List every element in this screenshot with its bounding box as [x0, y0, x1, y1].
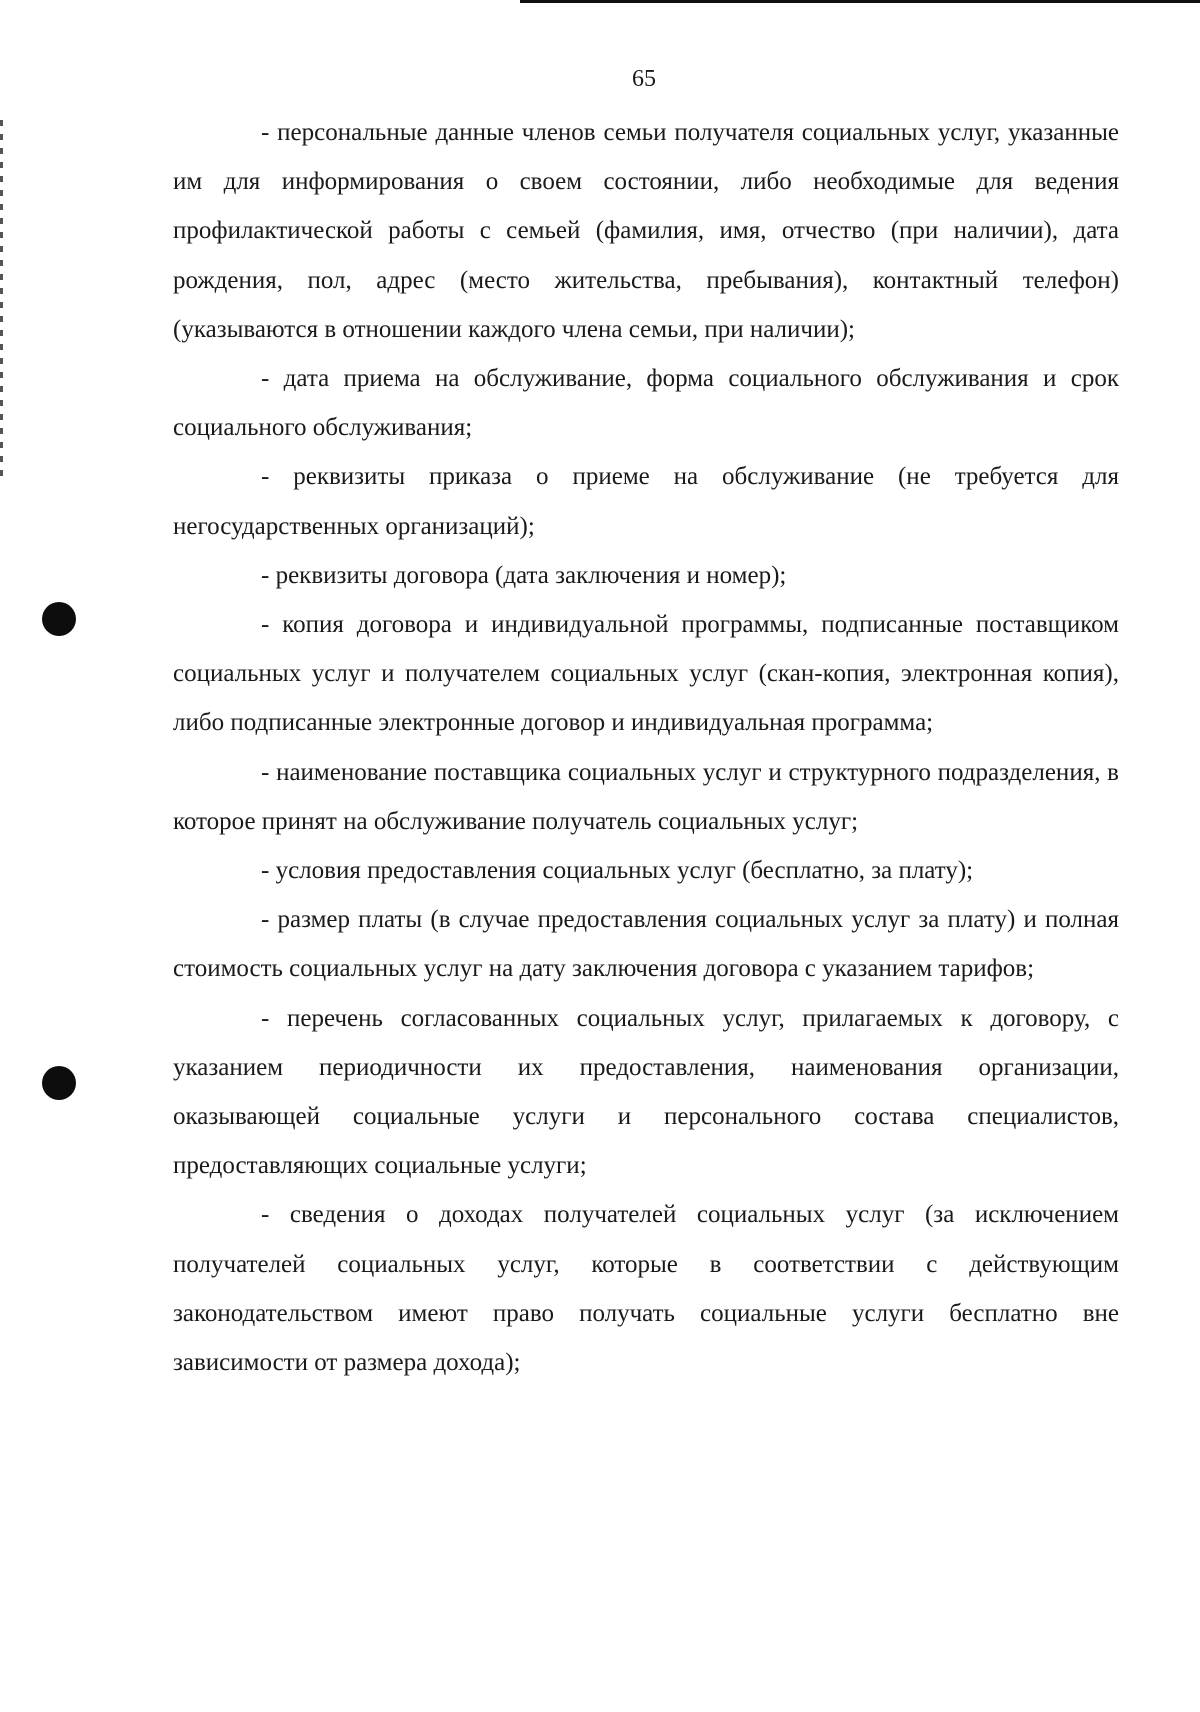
paragraph-fee-amount: - размер платы (в случае предоставления социальных услуг за плату) и полная стоимость социальных услуг на дату заключения договора с указанием тарифов; [173, 906, 1119, 983]
page-number: 65 [632, 66, 656, 92]
punch-hole-upper [42, 602, 76, 636]
paragraph-contract-copy: - копия договора и индивидуальной программы, подписанные поставщиком социальных услуг и получателем социальных услуг (скан-копия, электронная копия), либо подписанные электронные договор и индивидуальная программа; [173, 611, 1119, 737]
paragraph-services-list: - перечень согласованных социальных услуг, прилагаемых к договору, с указанием периодичности их предоставления, наименования организации, оказывающей социальные услуги и персонального состава специалистов, предоставляющих социальные услуги; [173, 1004, 1119, 1180]
top-edge-rule [520, 0, 1200, 3]
paragraph-family-members-data: - персональные данные членов семьи получателя социальных услуг, указанные им для информирования о своем состоянии, либо необходимые для ведения профилактической работы с семьей (фамилия, имя, отчество (при наличии), дата рождения, пол, адрес (место жительства, пребывания), контактный телефон) (указываются в отношении каждого члена семьи, при наличии); [173, 119, 1119, 343]
paragraph-service-conditions: - условия предоставления социальных услуг (бесплатно, за плату); [261, 857, 974, 885]
paragraph-admission-order: - реквизиты приказа о приеме на обслуживание (не требуется для негосударственных организаций); [173, 463, 1119, 540]
paragraph-income-info: - сведения о доходах получателей социальных услуг (за исключением получателей социальных услуг, которые в соответствии с действующим законодательством имеют право получать социальные услуги бесплатно вне зависимости от размера дохода); [173, 1201, 1119, 1377]
paragraph-provider-name: - наименование поставщика социальных услуг и структурного подразделения, в которое принят на обслуживание получатель социальных услуг; [173, 758, 1119, 835]
paragraph-admission-date: - дата приема на обслуживание, форма социального обслуживания и срок социального обслуживания; [173, 365, 1119, 442]
punch-hole-lower [42, 1066, 76, 1100]
document-body [173, 108, 1119, 1387]
paragraph-contract-details: - реквизиты договора (дата заключения и номер); [261, 561, 787, 589]
binding-edge-marks [0, 120, 3, 480]
